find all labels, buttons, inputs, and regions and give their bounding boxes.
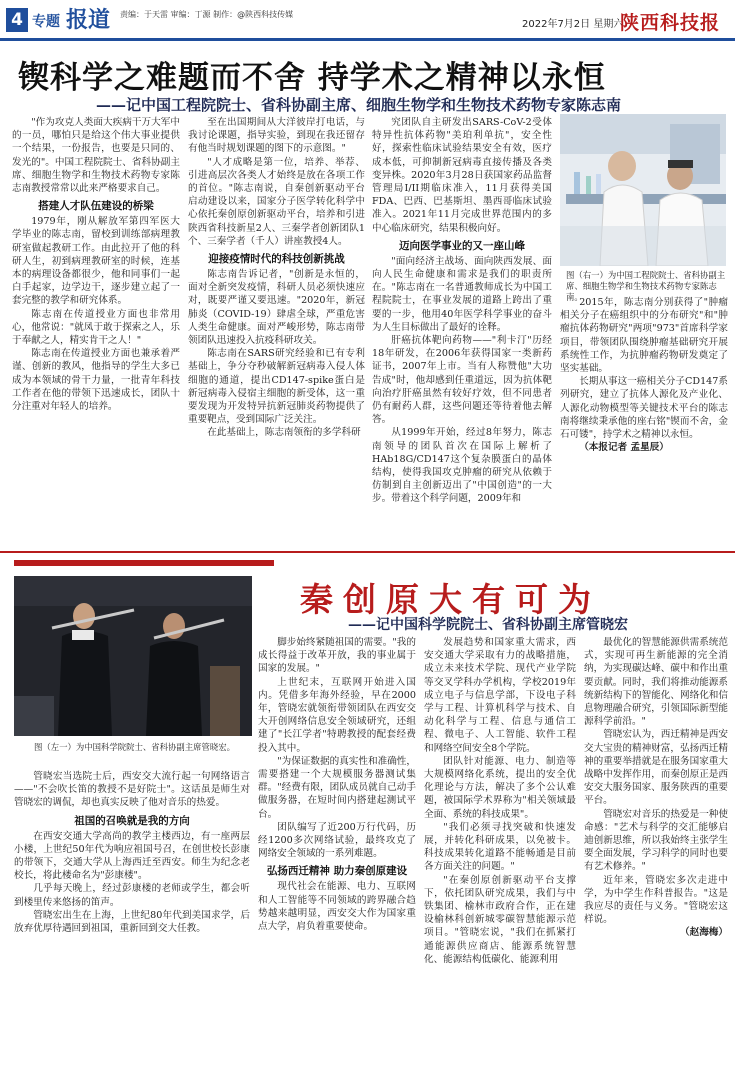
paragraph: 现代社会在能源、电力、互联网和人工智能等不同领域的跨界融合趋势越来越明显，西安交大作为国家重点大学，肩负着重要使命。 [258,881,416,933]
paragraph: "在秦创原创新驱动平台支撑下，依托团队研究成果，我们与中铁集团、榆林市政府合作，正在建设榆林科创新城零碳智慧能源示范项目。"管晓宏说，"我们在抓紧打通能源供应商店、能源系统智慧化、能源结构低碳化、能源利用 [424,874,576,965]
paragraph: 团队针对能源、电力、制造等大规模网络化系统，提出的安全优化理论与方法，解决了多个公认难题，被国际学术界称为"相关领域最全面、系统的科技成果"。 [424,755,576,820]
paragraph: 发展趋势和国家重大需求，西安交通大学采取有力的战略措施，成立未来技术学院、现代产业学院等交叉学科办学机构，学校2019年成立电子与信息学部，下设电子科学与工程、计算机科学与技术、自动化科学与工程、信息与通信工程、微电子、人工智能、软件工程和网络空间安全8个学院。 [424,637,576,754]
article-divider [0,551,735,553]
section-label: 专题 [32,14,60,30]
paragraph: 管晓宏对音乐的热爱是一种使命感："艺术与科学的交汇能够启迪创新思维，所以我始终主张学生要全面发展，学习科学的同时也要有艺术修养。" [584,808,728,873]
article1-column-2 [188,116,365,546]
paragraph: 上世纪末，互联网开始进入国内。凭借多年海外经验，早在2000年，管晓宏就领衔带领团队在西安交大开创网络信息安全领域研究，还组建了"长江学者"特聘教授的配套经费投入其中。 [258,676,416,754]
lab-scene-image [560,114,726,266]
flute-performance-image [14,576,252,736]
paragraph: 管晓宏认为，西迁精神是西安交大宝贵的精神财富，弘扬西迁精神的重要举措就是在服务国家重大战略中发挥作用，而秦创原正是西安交大服务国家、服务陕西的重要平台。 [584,729,728,807]
paragraph: 脚步始终紧随祖国的需要。"我的成长得益于改革开放，我的事业属于国家的发展。" [258,637,416,675]
newspaper-brand: 陕西科技报 [620,12,721,34]
section-heading: 迈向医学事业的又一座山峰 [399,239,525,252]
section-heading: 搭建人才队伍建设的桥梁 [38,200,154,213]
paragraph: 管晓宏当选院士后，西安交大流行起一句网络语言——"不会吹长笛的教授不是好院士"。这话虽是师生对管晓宏的调侃，却也真实反映了他对音乐的热爱。 [14,771,250,809]
page-number: 4 [6,8,28,32]
paragraph: "我们必须寻找突破和快速发展，并转化科研成果，以免被卡。科技成果转化道路不能畅通是目前各方面关注的问题。" [424,821,576,873]
article2-headline: 秦创原大有可为 [300,580,601,619]
section-heading: 祖国的召唤就是我的方向 [74,814,190,827]
issue-date: 2022年7月2日 星期六 [522,19,624,30]
paragraph: 从1999年开始，经过8年努力，陈志南领导的团队首次在国际上解析了HAb18G/CD147这个复杂膜蛋白的晶体结构，使得我国攻克肿瘤的研究从依赖于仿制到自主创新迈出了"中国创造"的一大步。带着这个科学问题，2009年和 [372,427,552,505]
paragraph: 究团队自主研发出SARS-CoV-2受体特异性抗体药物"美珀利单抗"，安全性好，探索性临床试验结果安全有效，医疗成本低，可抑制新冠病毒直接传播及各类变异株。2020年3月28日获国家药品监督管理局I/II期临床准入，11月获得美国FDA、巴西、巴基斯坦、墨西哥临床试验准入。2021年11月完成世界范围内的多中心临床研究，结果积极向好。 [372,117,552,234]
paragraph: "作为攻克人类面大疾病干万大军中的一员，哪怕只是给这个伟大事业提供一个结果，一份报告，也要是只同的、发光的"。中国工程院院士、省科协副主席、细胞生物学和生物技术药物专家陈志南教授常常以此来严格要求自己。 [12,117,180,195]
article2-column-3 [424,636,576,1072]
article2-column-4 [584,636,728,1072]
paragraph: 2015年，陈志南分别获得了"肿瘤相关分子在癌组织中的分布研究"和"肿瘤抗体药物研究"两项"973"首席科学家项目，带领团队围绕肿瘤基础研究开展系统性工作，为抗肿瘤药物研发奠定了坚实基础。 [560,297,728,375]
paragraph: 长期从事这一癌相关分子CD147系列研究，建立了抗体人源化及产业化、人源化动物模型等关键技术平台的陈志南将继续秉承他的座右铭"锲而不舍，金石可镂"，持学术之精神以永恒。 [560,376,728,441]
masthead [0,0,735,44]
paragraph: 管晓宏出生在上海，上世纪80年代到美国求学，后放弃优厚待遇回到祖国，重新回到交大任教。 [14,909,250,935]
editor-credits: 责编：于天雷 审编：丁源 制作：@陕西科技传媒 [120,10,294,19]
paragraph: 团队编写了近200万行代码，历经1200多次网络试验，最终攻克了网络安全领域的一系列难题。 [258,821,416,860]
paragraph: 近年来，管晓宏多次走进中学，为中学生作科普报告。"这是我应尽的责任与义务。"管晓宏这样说。 [584,874,728,926]
paragraph: 最优化的智慧能源供需系统范式，实现可再生新能源的完全消纳，为实现碳达峰、碳中和作出重要贡献。同时，我们将推动能源系统新结构下的智能化、网络化和信息物理融合研究，引领国际新型能源科学前沿。" [584,637,728,728]
paragraph: 陈志南在SARS研究经验和已有专利基础上，争分夺秒破解新冠病毒入侵人体细胞的通道，提出CD147-spike蛋白是新冠病毒入侵宿主细胞的新受体，这一重要发现为开发特异抗新冠肺炎药物提供了重要靶点，受到国际广泛关注。 [188,348,365,426]
article2-photo [14,576,252,736]
paragraph: 几乎每天晚上，经过彭康楼的老师或学生，都会听到楼里传来悠扬的笛声。 [14,883,250,908]
article1-headline: 锲科学之难题而不舍 持学术之精神以永恒 [18,60,606,96]
article1-column-4 [560,296,728,546]
byline: （赵海梅） [680,927,728,939]
paragraph: "面向经济主战场、面向陕西发展、面向人民生命健康和需求是我们的职责所在。"陈志南在一名普通教师成长为中国工程院院士，在事业发展的道路上跨出了重要的一步，他用40年医学科学事业的奋斗为人生目标做出了最好的诠释。 [372,255,552,333]
accent-bar [14,560,274,566]
paragraph: 陈志南在传道授业方面也兼承着严谨、创新的教风，他指导的学生大多已成为本领域的骨干力量，一批青年科技工作者在他的带领下迅速成长，团队十分注重对年轻人的培养。 [12,348,180,413]
article1-photo-caption: 图（右一）为中国工程院院士、省科协副主席、细胞生物学和生物技术药物专家陈志南。 [566,270,726,302]
paragraph: "人才成略是第一位，培养、举荐、引进高层次各类人才始终是放在各项工作的首位。"陈志南说，自秦创新驱动平台启动建设以来，国家分子医学转化科学中心依托秦创原创新驱动平台，培养和引进陕西省科技新星2人、三秦学者创新团队1个、三秦学者（千人）讲座教授4人。 [188,156,365,247]
article1-column-3 [372,116,552,546]
paragraph: 在西安交通大学高尚的教学主楼西边，有一座两层小楼，上世纪50年代为响应祖国号召，在创世校长彭康的带领下，交通大学从上海西迁至西安。师生为纪念老校长，将此楼命名为"彭康楼"。 [14,830,250,882]
paragraph: "为保证数据的真实性和准确性，需要搭建一个大规模服务器测试集群。"经费有限，团队成员就自己动手做服务器，在短时间内搭建起测试平台。 [258,755,416,820]
paragraph: 肝癌抗体靶向药物——"利卡汀"历经18年研发，在2006年获得国家一类新药证书，2007年上市。当有人称赞他"大功告成"时，他却感到任重道远，因为抗体靶向治疗肝癌虽然有较好疗效，但不同患者仍有耐药人群，这些问题还等待着他去解答。 [372,335,552,426]
paragraph: 至在出国期间从大洋彼岸打电话，与我讨论课题，指导实验，到现在我还留存有他当时规划课题的图下的示意图。" [188,117,365,155]
section-title: 报道 [66,8,111,33]
article2-subheadline: ——记中国科学院院士、省科协副主席管晓宏 [348,617,628,633]
paragraph: 1979年，刚从解放军第四军医大学毕业的陈志南，留校到训练部病理教研室做起教研工作。由此拉开了他的科研人生，初到病理教研室的时候，连基本的病理设备都很少，他和同事们一起白手起家，边学边干，逐步建立起了一套完整的教学和研究体系。 [12,216,180,307]
section-heading: 弘扬西迁精神 助力秦创原建设 [266,865,408,878]
byline: （本报记者 孟星辰） [579,442,669,454]
paragraph: 在此基础上，陈志南领衔的多学科研 [207,427,361,439]
article2-column-1 [14,770,250,1070]
masthead-rule [0,38,735,41]
paragraph: 陈志南在传道授业方面也非常用心，他常说："就凤于敢于探索之人，乐于奉献之人，精实肯干之人！" [12,308,180,347]
paragraph: 陈志南告诉记者，"创新是永恒的，面对全新突发疫情，科研人员必须快速应对，既要严谨又要迅速。"2020年，新冠肺炎（COVID-19）肆虐全球，严重危害人类生命健康。面对严峻形势，陈志南带领团队迅速投入抗疫科研攻关。 [188,269,365,347]
section-heading: 迎接疫情时代的科技创新挑战 [208,253,345,266]
article1-photo [560,114,726,266]
article2-column-2 [258,636,416,1072]
article1-subheadline: ——记中国工程院院士、省科协副主席、细胞生物学和生物技术药物专家陈志南 [96,96,622,114]
article2-photo-caption: 图（左一）为中国科学院院士、省科协副主席管晓宏。 [34,742,235,752]
article1-column-1 [12,116,180,546]
